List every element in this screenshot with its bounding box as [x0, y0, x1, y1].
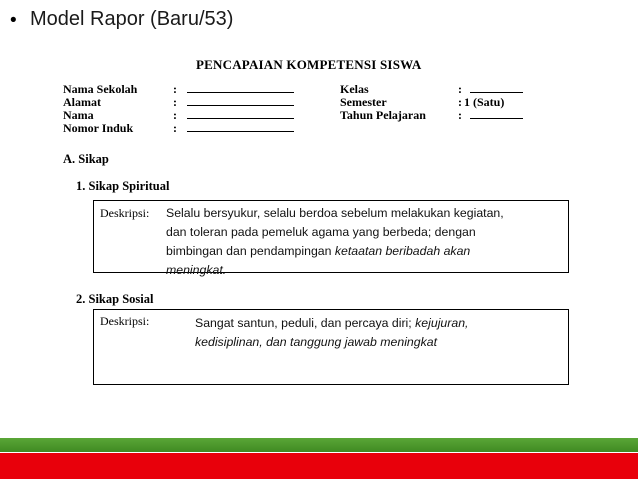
field-colon: :	[458, 95, 462, 109]
deskripsi-label: Deskripsi:	[100, 314, 150, 328]
bullet-point: •	[10, 10, 17, 31]
field-label: Kelas	[340, 82, 369, 96]
field-colon: :	[458, 108, 462, 122]
semester-value: 1 (Satu)	[464, 95, 505, 109]
blank-line	[470, 118, 523, 119]
description-segment: Sangat santun, peduli, dan percaya diri;	[195, 316, 416, 330]
field-colon: :	[173, 108, 177, 122]
form-title: PENCAPAIAN KOMPETENSI SISWA	[196, 57, 422, 72]
description-line: dan toleran pada pemeluk agama yang berbeda; dengan	[166, 225, 476, 239]
field-label: Nomor Induk	[63, 121, 134, 135]
sosial-description-text	[195, 314, 565, 352]
field-label: Tahun Pelajaran	[340, 108, 426, 122]
blank-line	[187, 105, 294, 106]
field-colon: :	[458, 82, 462, 96]
footer-red-bar	[0, 453, 638, 479]
blank-line	[187, 118, 294, 119]
field-label: Semester	[340, 95, 387, 109]
description-segment: bimbingan dan pendampingan	[166, 244, 335, 258]
description-emphasis: ketaatan beribadah akan	[334, 244, 471, 258]
field-label: Nama Sekolah	[63, 82, 138, 96]
description-emphasis: meningkat.	[166, 263, 227, 277]
section-a-heading: A. Sikap	[63, 152, 109, 166]
blank-line	[187, 92, 294, 93]
field-label: Nama	[63, 108, 94, 122]
footer-green-bar	[0, 438, 638, 452]
slide-title: Model Rapor (Baru/53)	[30, 8, 234, 30]
description-line	[195, 333, 565, 352]
spiritual-description-text	[166, 204, 566, 280]
blank-line	[187, 131, 294, 132]
description-line	[195, 314, 565, 333]
sosial-description-box	[93, 309, 569, 385]
description-line	[166, 261, 566, 280]
field-colon: :	[173, 121, 177, 135]
blank-line	[470, 92, 523, 93]
description-emphasis: kedisiplinan, dan tanggung jawab meningkat	[195, 335, 438, 349]
description-line	[166, 242, 566, 261]
field-colon: :	[173, 95, 177, 109]
field-label: Alamat	[63, 95, 101, 109]
sikap-sosial-heading: 2. Sikap Sosial	[76, 292, 154, 306]
description-line: Selalu bersyukur, selalu berdoa sebelum melakukan kegiatan,	[166, 206, 504, 220]
description-emphasis: kejujuran,	[415, 316, 469, 330]
sikap-spiritual-heading: 1. Sikap Spiritual	[76, 179, 170, 193]
deskripsi-label: Deskripsi:	[100, 206, 150, 220]
spiritual-description-box	[93, 200, 569, 277]
field-colon: :	[173, 82, 177, 96]
